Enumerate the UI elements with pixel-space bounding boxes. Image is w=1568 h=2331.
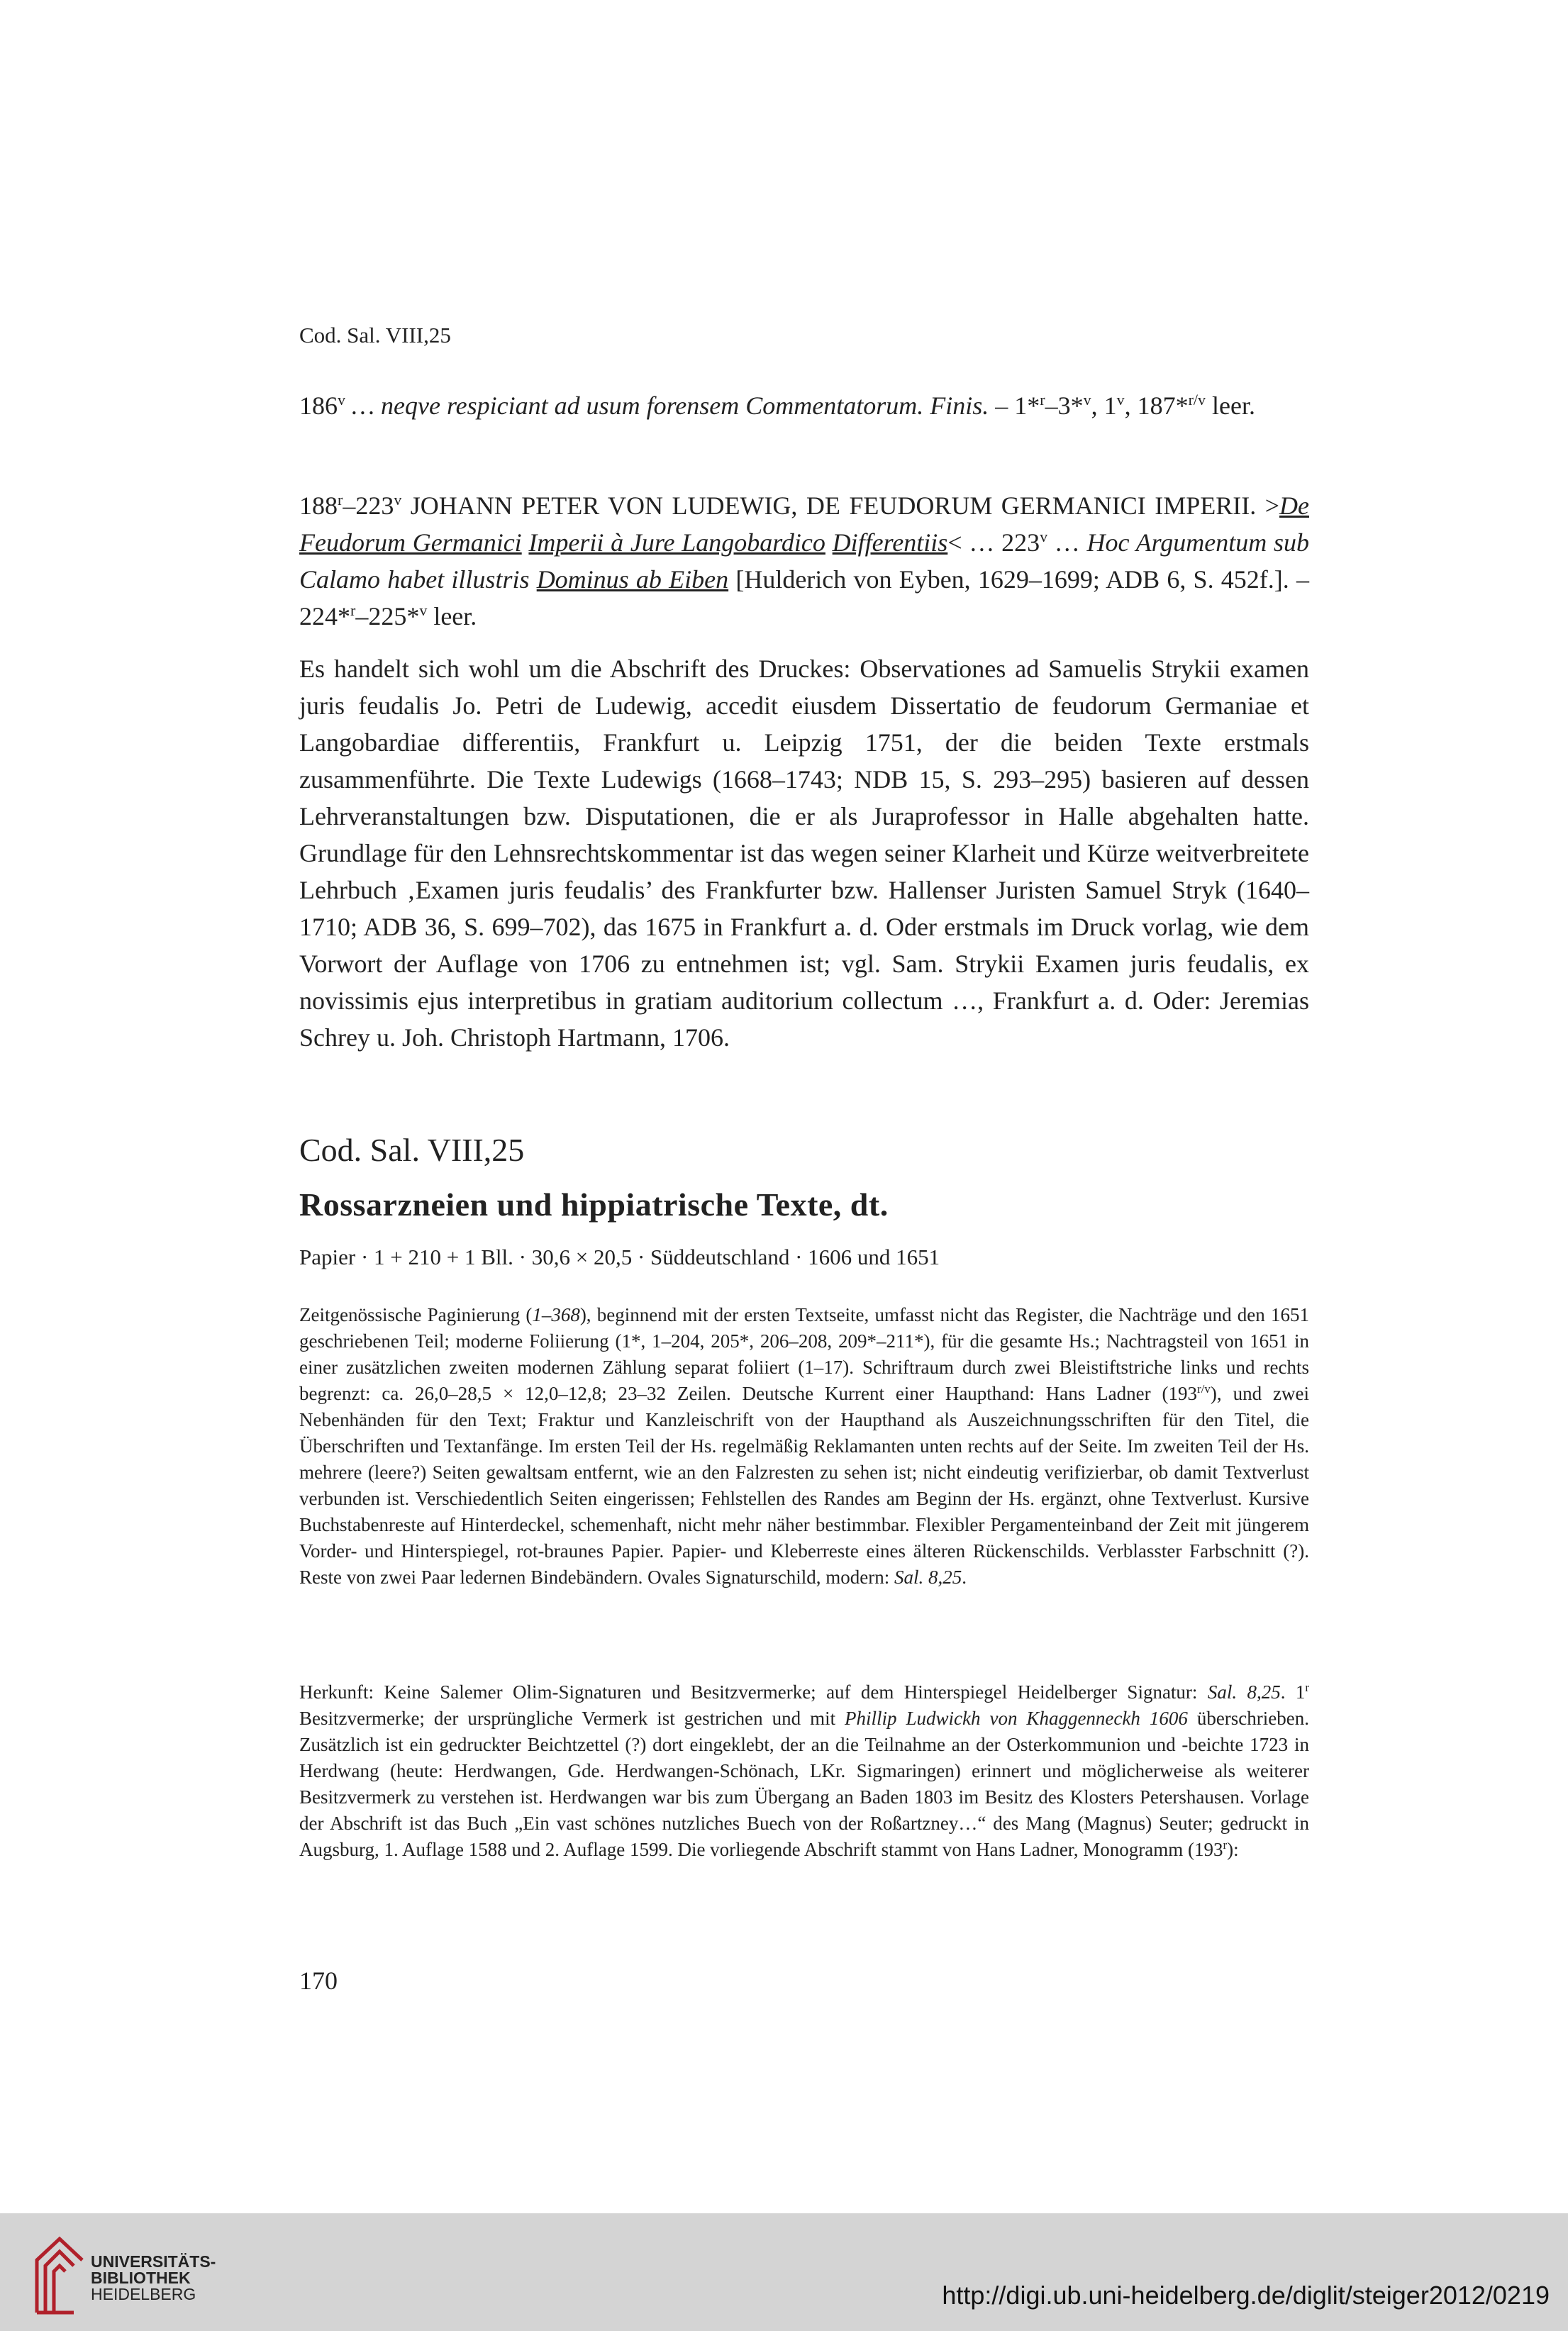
paragraph-explicit (299, 387, 1309, 424)
superscript: r (350, 601, 356, 619)
text: leer. (427, 602, 477, 630)
owner-inscription: Phillip Ludwickh von Khaggenneckh 1606 (845, 1708, 1188, 1729)
codex-title: Cod. Sal. VIII,25 (299, 1132, 525, 1168)
library-name (91, 2254, 216, 2303)
work-title: Rossarzneien und hippiatrische Texte, dt. (299, 1186, 889, 1223)
title-part: De Feudorum Germanici (299, 491, 1309, 557)
superscript: v (338, 391, 345, 408)
superscript: v (1116, 391, 1125, 408)
paragraph-commentary: Es handelt sich wohl um die Abschrift des Druckes: Observationes ad Samuelis Strykii examen juris feudalis Jo. Petri de Ludewig, accedit eiusdem Dissertatio de feudorum Germaniae et Langobardiae differentiis, Frankfurt u. Leipzig 1751, der die beiden Texte erstmals zusammenführte. Die Texte Ludewigs (1668–1743; NDB 15, S. 293–295) basieren auf dessen Lehrveranstaltungen bzw. Disputationen, die er als Juraprofessor in Halle abgehalten hatte. Grundlage für den Lehnsrechtskommentar ist das wegen seiner Klarheit und Kürze weitverbreitete Lehrbuch ‚Examen juris feudalis’ des Frankfurter bzw. Hallenser Juristen Samuel Stryk (1640–1710; ADB 36, S. 699–702), das 1675 in Frankfurt a. d. Oder erstmals im Druck vorlag, wie dem Vorwort der Auflage von 1706 zu entnehmen ist; vgl. Sam. Strykii Examen juris feudalis, ex novissimis ejus interpretibus in gratiam auditorium collectum …, Frankfurt a. d. Oder: Jeremias Schrey u. Joh. Christoph Hartmann, 1706. (299, 655, 1309, 1052)
folio-ref: 188 (299, 491, 338, 520)
library-logo-icon (31, 2229, 88, 2315)
text: . (962, 1567, 967, 1588)
superscript: r (1040, 391, 1045, 408)
superscript: r/v (1188, 391, 1206, 408)
text: – 1* (989, 391, 1040, 420)
text: [Hulderich von Eyben, 1629–1699; ADB 6, S. 452f.]. – 224* (299, 565, 1309, 630)
text: ): (1227, 1839, 1239, 1860)
text: –225* (355, 602, 420, 630)
codicological-description (299, 1302, 1309, 1591)
text: Herkunft: Keine Salemer Olim-Signaturen und Besitzvermerke; auf dem Hinterspiegel Heidelberger Signatur: (299, 1681, 1208, 1703)
superscript: r (1223, 1838, 1228, 1852)
superscript: r (1305, 1681, 1310, 1694)
text: Hoc Argumentum sub Calamo habet illustris (299, 528, 1309, 594)
superscript: v (1040, 528, 1048, 545)
folio-ref: 186 (299, 391, 338, 420)
pagination-range: 1–368 (532, 1304, 580, 1325)
source-url-link[interactable]: http://digi.ub.uni-heidelberg.de/diglit/steiger2012/0219 (942, 2281, 1550, 2310)
page-number: 170 (299, 1966, 338, 1995)
physical-description: Papier · 1 + 210 + 1 Bll. · 30,6 × 20,5 · Süddeutschland · 1606 und 1651 (299, 1245, 940, 1269)
text: überschrieben. Zusätzlich ist ein gedruckter Beichtzettel (?) dort eingeklebt, der an die Teilnahme an der Osterkommunion und -beichte 1723 in Herdwang (heute: Herdwangen, Gde. Herdwangen-Schönach, LKr. Sigmaringen) erinnert und möglicherweise als weiterer Besitzvermerk zu verstehen ist. Herdwangen war bis zum Übergang an Baden 1803 im Besitz des Klosters Petershausen. Vorlage der Abschrift ist das Buch „Ein vast schönes nutzliches Buech von der Roßartzney…“ des Mang (Magnus) Seuter; gedruckt in Augsburg, 1. Auflage 1588 und 2. Auflage 1599. Die vorliegende Abschrift stammt von Hans Ladner, Monogramm (193 (299, 1708, 1309, 1860)
library-name-line: UNIVERSITÄTS- (91, 2252, 216, 2271)
paragraph-ludewig (299, 487, 1309, 635)
text: leer. (1206, 391, 1255, 420)
running-head: Cod. Sal. VIII,25 (299, 323, 451, 347)
library-name-line: HEIDELBERG (91, 2285, 196, 2303)
superscript: r/v (1197, 1382, 1211, 1396)
superscript: v (394, 491, 402, 508)
superscript: v (1083, 391, 1091, 408)
library-name-line: BIBLIOTHEK (91, 2269, 191, 2287)
superscript: v (419, 601, 428, 619)
logo-mark (37, 2239, 82, 2313)
folio-ref: –223 (343, 491, 394, 520)
text: Besitzvermerke; der ursprüngliche Vermerk ist gestrichen und mit (299, 1708, 845, 1729)
text: ), beginnend mit der ersten Textseite, umfasst nicht das Register, die Nachträge und den 1651 geschriebenen Teil; moderne Foliierung (1*, 1–204, 205*, 206–208, 209*–211*), für die gesamte Hs.; Nachtragsteil von 1651 in einer zusätzlichen zweiten modernen Zählung separat foliiert (1–17). Schriftraum durch zwei Bleistiftstriche links und rechts begrenzt: ca. 26,0–28,5 × 12,0–12,8; 23–32 Zeilen. Deutsche Kurrent einer Haupthand: Hans Ladner (193 (299, 1304, 1309, 1404)
text: < … 223 (947, 528, 1040, 557)
text: . 1 (1280, 1681, 1306, 1703)
text: –3* (1045, 391, 1084, 420)
title-part: Imperii à Jure Langobardico (528, 528, 825, 557)
explicit-quote: … neqve respiciant ad usum forensem Commentatorum. Finis. (345, 391, 989, 420)
text: Zeitgenössische Paginierung ( (299, 1304, 533, 1325)
shelfmark: Sal. 8,25 (1207, 1681, 1281, 1703)
work-heading: JOHANN PETER VON LUDEWIG, DE FEUDORUM GERMANICI IMPERII. > (401, 491, 1280, 520)
text: , 187* (1124, 391, 1189, 420)
title-part: Differentiis (832, 528, 948, 557)
text: ), und zwei Nebenhänden für den Text; Fraktur und Kanzleischrift von der Haupthand als Auszeichnungsschriften für den Titel, die Überschriften und Textanfänge. Im ersten Teil der Hs. regelmäßig Reklamanten unten rechts auf der Seite. Im zweiten Teil der Hs. mehrere (leere?) Seiten gewaltsam entfernt, wie an den Falzresten zu sehen ist; nicht eindeutig verifizierbar, ob damit Textverlust verbunden ist. Verschiedentlich Seiten eingerissen; Fehlstellen des Randes am Beginn der Hs. ergänzt, ohne Textverlust. Kursive Buchstabenreste auf Hinterdeckel, schemenhaft, nicht mehr näher bestimmbar. Flexibler Pergamenteinband der Zeit mit jüngerem Vorder- und Hinterspiegel, rot-braunes Papier. Papier- und Kleberreste eines älteren Rückenschilds. Verblasster Farbschnitt (?). Reste von zwei Paar ledernen Bindebändern. Ovales Signaturschild, modern: (299, 1383, 1309, 1588)
superscript: r (338, 491, 343, 508)
shelfmark: Sal. 8,25 (894, 1567, 962, 1588)
text: , 1 (1091, 391, 1117, 420)
footer-bar (0, 2213, 1568, 2331)
underlined-name: Dominus ab Eiben (536, 565, 729, 594)
provenance (299, 1679, 1309, 1863)
text: … (1047, 528, 1087, 557)
